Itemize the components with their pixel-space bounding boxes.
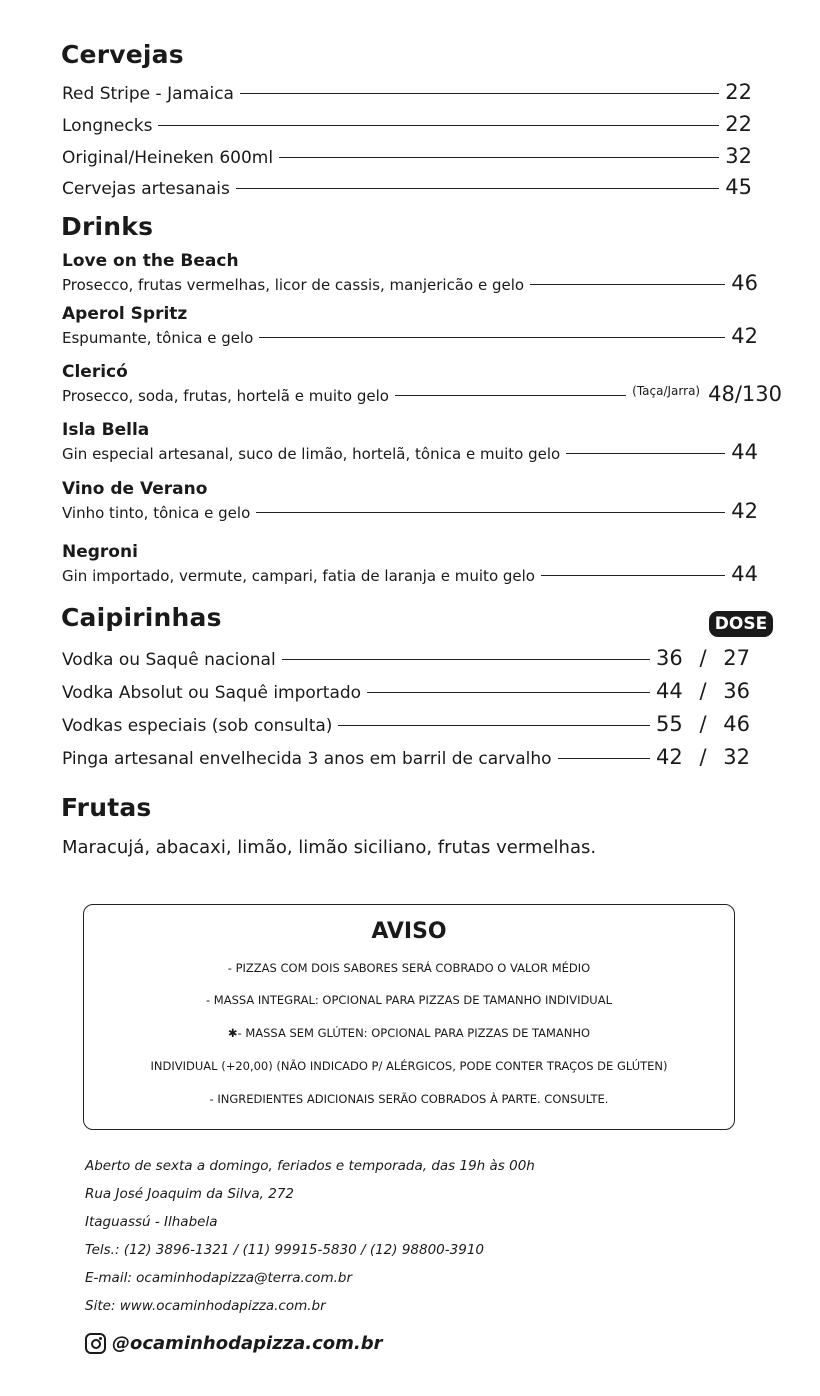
drink-item: [62, 251, 758, 295]
item-prices: [656, 646, 750, 670]
drink-description: Espumante, tônica e gelo: [62, 329, 254, 347]
notice-line: INDIVIDUAL (+20,00) (NÃO INDICADO P/ ALÉRGICOS, PODE CONTER TRAÇOS DE GLÚTEN): [150, 1059, 668, 1073]
notice-title: AVISO: [371, 919, 447, 944]
drink-description: Vinho tinto, tônica e gelo: [62, 504, 251, 522]
drink-name: Negroni: [62, 542, 138, 562]
drink-description: Prosecco, soda, frutas, hortelã e muito gelo: [62, 387, 389, 405]
leader-line: [566, 453, 725, 454]
item-name: Original/Heineken 600ml: [62, 148, 274, 168]
leader-line: [541, 575, 725, 576]
drink-name: Aperol Spritz: [62, 304, 188, 324]
instagram-icon: [85, 1333, 106, 1354]
section-title-cervejas: Cervejas: [61, 40, 184, 69]
item-name: Vodkas especiais (sob consulta): [62, 716, 333, 736]
price-dose: 36: [723, 679, 750, 703]
item-name: Red Stripe - Jamaica: [62, 84, 234, 104]
menu-item: [62, 80, 752, 104]
drink-name: Isla Bella: [62, 420, 150, 440]
notice-line: - INGREDIENTES ADICIONAIS SERÃO COBRADOS À PARTE. CONSULTE.: [209, 1092, 609, 1106]
item-price: 22: [725, 112, 752, 136]
leader-line: [259, 337, 725, 338]
drink-price: 44: [731, 440, 758, 464]
item-prices: [656, 712, 750, 736]
drink-price: 42: [731, 324, 758, 348]
caipirinha-item: [62, 745, 750, 769]
caipirinha-item: [62, 679, 750, 703]
notice-line: - MASSA INTEGRAL: OPCIONAL PARA PIZZAS DE TAMANHO INDIVIDUAL: [205, 993, 613, 1007]
leader-line: [256, 512, 725, 513]
drink-price: 44: [731, 562, 758, 586]
section-title-drinks: Drinks: [61, 212, 154, 241]
instagram-handle: [85, 1333, 383, 1354]
drink-name: Vino de Verano: [62, 479, 208, 499]
drink-price: 46: [731, 271, 758, 295]
notice-line: - PIZZAS COM DOIS SABORES SERÁ COBRADO O VALOR MÉDIO: [227, 961, 591, 975]
drink-item: [62, 479, 758, 523]
price-full: 42: [656, 745, 683, 769]
drink-price: 42: [731, 499, 758, 523]
item-name: Longnecks: [62, 116, 153, 136]
leader-line: [236, 188, 719, 189]
drink-item: [62, 362, 782, 406]
instagram-text: @ocaminhodapizza.com.br: [112, 1333, 383, 1354]
drink-description: Prosecco, frutas vermelhas, licor de cassis, manjericão e gelo: [62, 276, 525, 294]
drink-description: Gin especial artesanal, suco de limão, hortelã, tônica e muito gelo: [62, 445, 561, 463]
item-prices: [656, 745, 750, 769]
section-title-caipirinhas: Caipirinhas: [61, 603, 222, 632]
address: Rua José Joaquim da Silva, 272: [85, 1186, 295, 1202]
price-dose: 27: [723, 646, 750, 670]
item-name: Pinga artesanal envelhecida 3 anos em barril de carvalho: [62, 749, 552, 769]
leader-line: [282, 659, 650, 660]
notice-line: ✱- MASSA SEM GLÚTEN: OPCIONAL PARA PIZZAS DE TAMANHO: [227, 1026, 591, 1040]
leader-line: [279, 157, 719, 158]
phones: Tels.: (12) 3896-1321 / (11) 99915-5830 / (12) 98800-3910: [85, 1242, 485, 1258]
caipirinha-item: [62, 646, 750, 670]
leader-line: [530, 284, 725, 285]
opening-hours: Aberto de sexta a domingo, feriados e temporada, das 19h às 00h: [85, 1158, 535, 1174]
leader-line: [367, 692, 650, 693]
drink-item: [62, 304, 758, 348]
price-separator: /: [699, 712, 707, 736]
menu-item: [62, 175, 752, 199]
frutas-list: Maracujá, abacaxi, limão, limão siciliano, frutas vermelhas.: [62, 837, 597, 858]
price-separator: /: [699, 679, 707, 703]
price-full: 55: [656, 712, 683, 736]
drink-name: Love on the Beach: [62, 251, 239, 271]
email: E-mail: ocaminhodapizza@terra.com.br: [85, 1270, 353, 1286]
menu-item: [62, 144, 752, 168]
leader-line: [338, 725, 650, 726]
item-name: Vodka Absolut ou Saquê importado: [62, 683, 362, 703]
dose-badge: DOSE: [709, 611, 773, 637]
item-price: 22: [725, 80, 752, 104]
leader-line: [395, 395, 626, 396]
caipirinha-item: [62, 712, 750, 736]
item-price: 45: [725, 175, 752, 199]
item-prices: [656, 679, 750, 703]
drink-item: [62, 420, 758, 464]
city: Itaguassú - Ilhabela: [85, 1214, 218, 1230]
drink-name: Clericó: [62, 362, 128, 382]
item-price: 32: [725, 144, 752, 168]
drink-description: Gin importado, vermute, campari, fatia de laranja e muito gelo: [62, 567, 535, 585]
price-separator: /: [699, 745, 707, 769]
section-title-frutas: Frutas: [61, 793, 152, 822]
drink-item: [62, 542, 758, 586]
item-name: Cervejas artesanais: [62, 179, 230, 199]
item-name: Vodka ou Saquê nacional: [62, 650, 276, 670]
price-dose: 46: [723, 712, 750, 736]
menu-item: [62, 112, 752, 136]
serving-note: (Taça/Jarra): [632, 384, 701, 398]
price-full: 44: [656, 679, 683, 703]
notice-box: [83, 904, 735, 1130]
drink-price: 48/130: [708, 382, 782, 406]
price-dose: 32: [723, 745, 750, 769]
website: Site: www.ocaminhodapizza.com.br: [85, 1298, 326, 1314]
price-full: 36: [656, 646, 683, 670]
leader-line: [240, 93, 719, 94]
leader-line: [558, 758, 650, 759]
price-separator: /: [699, 646, 707, 670]
leader-line: [158, 125, 719, 126]
